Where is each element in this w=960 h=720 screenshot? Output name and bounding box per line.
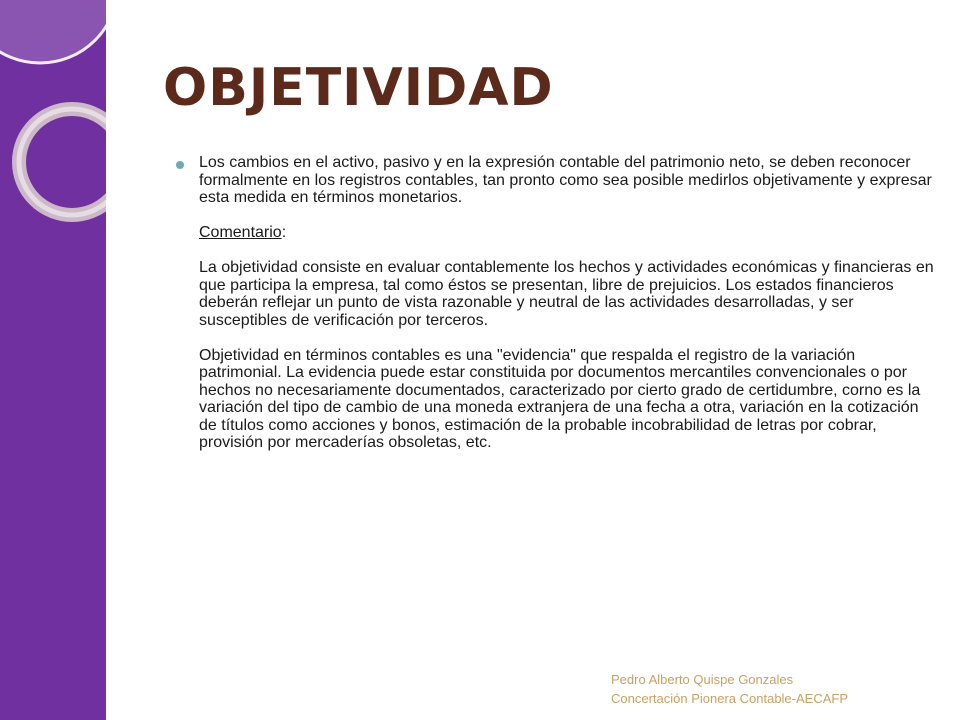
paragraph-principle: Los cambios en el activo, pasivo y en la expresión contable del patrimonio neto, se deben reconocer formalmente en los registros contables, tan pronto como sea posible medirlos objetivamente y expresar esta medida en términos monetarios. <box>199 154 932 206</box>
comment-label: Comentario <box>199 224 282 241</box>
decorative-circles <box>0 0 106 240</box>
paragraph-definition: La objetividad consiste en evaluar contablemente los hechos y actividades económicas y financieras en que participa la empresa, tal como éstos se presentan, libre de prejuicios. Los estados financieros deberán reflejar un punto de vista razonable y neutral de las actividades desarrolladas, y ser susceptibles de verificación por terceros. <box>199 259 934 329</box>
slide-title: OBJETIVIDAD <box>163 58 554 118</box>
footer <box>611 670 848 708</box>
body-text <box>199 154 936 452</box>
footer-organization: Concertación Pionera Contable-AECAFP <box>611 691 849 706</box>
sidebar-band <box>0 0 106 720</box>
slide-content <box>176 154 936 452</box>
paragraph-evidence: Objetividad en términos contables es una "evidencia" que respalda el registro de la variación patrimonial. La evidencia puede estar constituida por documentos mercantiles convencionales o por hechos no necesariamente documentados, caracterizado por cierto grado de certidumbre, corno es la variación del tipo de cambio de una moneda extranjera de una fecha a otra, variación en la cotización de títulos como acciones y bonos, estimación de la probable incobrabilidad de letras por cobrar, provisión por mercaderías obsoletas, etc. <box>199 346 921 451</box>
comment-colon: : <box>281 224 287 241</box>
footer-author: Pedro Alberto Quispe Gonzales <box>611 672 794 687</box>
comment-heading <box>199 224 936 242</box>
bullet-icon <box>176 161 184 169</box>
